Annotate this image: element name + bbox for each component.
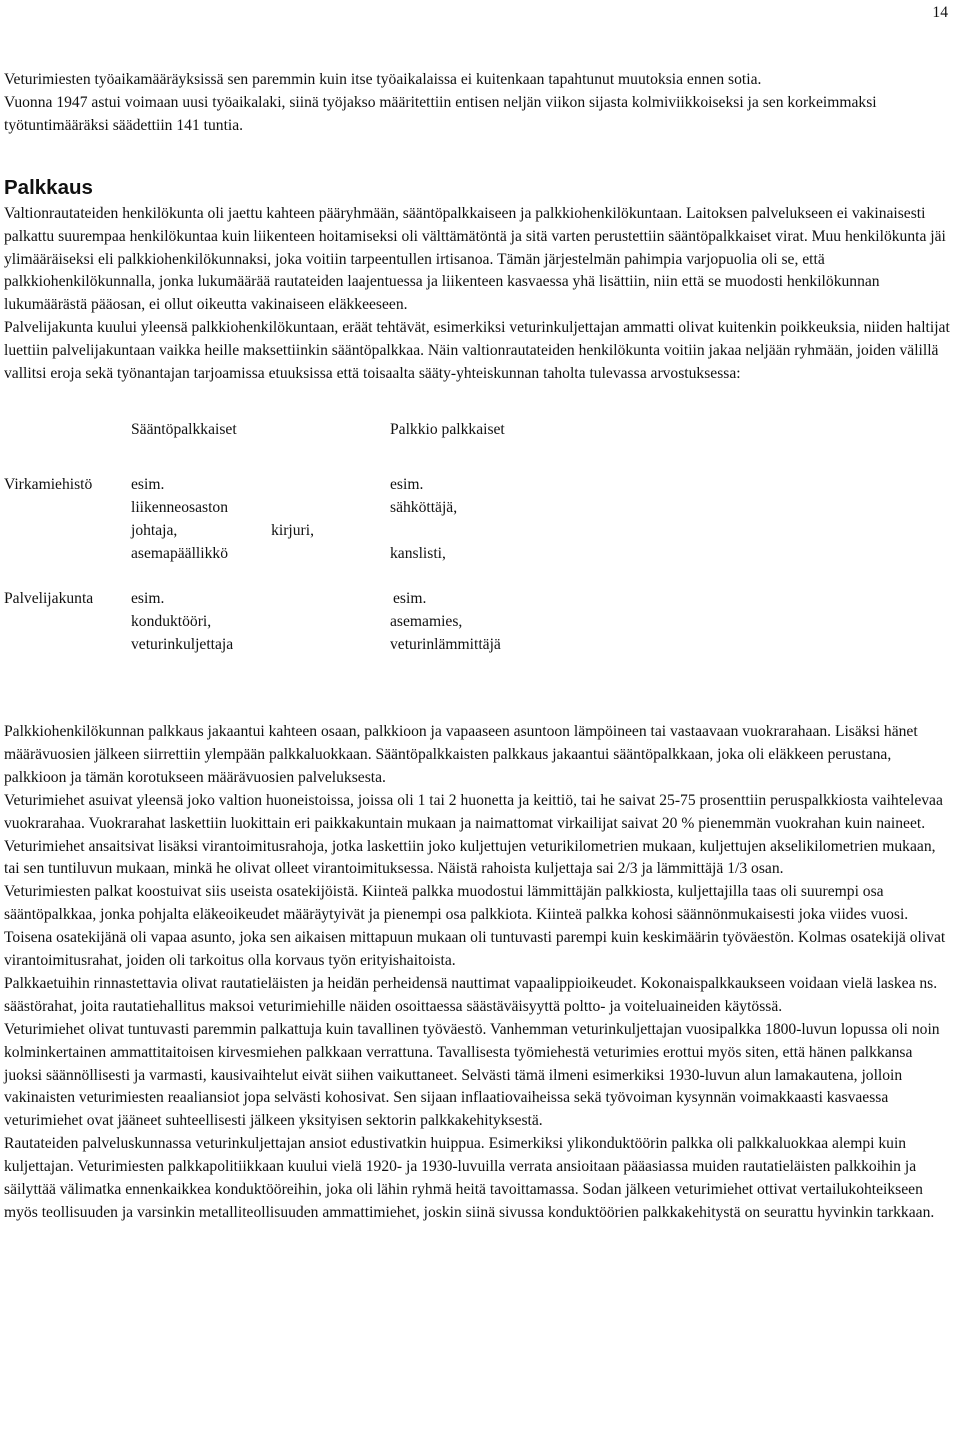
table-cell: liikenneosaston (131, 498, 229, 516)
body-paragraph: Palkkaetuihin rinnastettavia olivat rautatieläisten ja heidän perheidensä nauttimat vapaalippioikeudet. Kokonaispalkkaukseen voidaan vielä laskea ns. säästörahat, joita rautatiehallitus maksoi veturimiehille näiden osoittaessa säästäväisyyttä poltto- ja voiteluaineiden käytössä. (4, 974, 938, 1015)
column-header-palkkio: Palkkio palkkaiset (390, 420, 505, 438)
table-cell: kanslisti, (390, 544, 446, 562)
body-paragraph: Palkkiohenkilökunnan palkkaus jakaantui kahteen osaan, palkkioon ja vapaaseen asuntoon lämpöineen tai vastaavaan vuokrarahaan. Lisäksi hänet määrävuosien jälkeen siirrettiin ylempään palkkaluokkaan. Sääntöpalkkaisten palkkaus jakaantui sääntöpalkkaan, joka oli eläkkeen perustana, palkkioon ja tämän korotukseen määrävuosien palveluksesta. (4, 722, 918, 786)
row-label-virkamiehisto: Virkamiehistö (4, 475, 93, 493)
document-body (4, 69, 954, 1225)
table-cell: esim. (393, 589, 427, 607)
table-cell: veturinlämmittäjä (390, 635, 501, 653)
staff-table-header (4, 418, 954, 442)
table-cell-word: johtaja, (131, 521, 178, 539)
body-paragraph: Veturimiehet ansaitsivat lisäksi virantoimitusrahoja, jotka laskettiin joko kuljettujen veturikilometrien mukaan, kuljettujen akselikilometrien mukaan, tai sen tuntiluvun mukaan, minkä he olivat olleet virantoimituksessa. Näistä rahoista kuljettaja sai 2/3 ja lämmittäjä 1/3 osan. (4, 837, 936, 878)
column-header-saantopalkkaiset: Sääntöpalkkaiset (131, 420, 237, 438)
table-cell: veturinkuljettaja (131, 635, 234, 653)
table-cell: konduktööri, (131, 612, 212, 630)
table-cell: sähköttäjä, (390, 498, 458, 516)
body-paragraph: Rautateiden palveluskunnassa veturinkuljettajan ansiot edustivatkin huippua. Esimerkiksi ylikonduktöörin palkka oli palkkaluokkaa alempi kuin kuljettajan. Veturimiesten palkkapolitiikkaan kuului vielä 1920- ja 1930-luvuilla verrata ansioitaan pääasiassa muiden rautatieläisten palkkoihin ja säilyttää välimatka ennenkaikkea konduktööreihin, joka oli lähin ryhmä heitä tavoittamassa. Sodan jälkeen veturimiehet ottivat vertailukohteikseen myös teollisuuden ja varsinkin metalliteollisuuden ammattimiehet, joskin siinä sivussa konduktöörien palkkakehitystä on seurattu hyvinkin tarkkaan. (4, 1135, 935, 1221)
body-paragraph: Toisena osatekijänä oli vapaa asunto, joka sen aikaisen mittapuun mukaan oli tuntuvasti parempi kuin keskimäärin työväestön. Kolmas osatekijä olivat virantoimitusrahat, joiden oli tarkoitus olla korvaus työn erityishaitoista. (4, 929, 946, 970)
table-cell: asemapäällikkö (131, 544, 228, 562)
row-label-palvelijakunta: Palvelijakunta (4, 589, 94, 607)
body-paragraph: Veturimiehet olivat tuntuvasti paremmin palkattuja kuin tavallinen työväestö. Vanhemman veturinkuljettajan vuosipalkka 1800-luvun lopussa oli noin kolminkertainen ammattitaitoisen kirvesmiehen palkkaan verrattuna. Tavallisesta työmiehestä veturimies erottui myös siten, että hänen palkkansa juoksi säännöllisesti ja varmasti, kausivaihtelut eivät siihen vaikuttaneet. Selvästi tämä ilmeni esimerkiksi 1930-luvun alun lamakautena, jolloin vakinaisten veturimiesten reaaliansiot jopa selvästi kohosivat. Sen sijaan inflaatiovaiheissa sekä työvoiman kysynnän voimakkaasti kasvaessa veturimiehet ovat jääneet suhteellisesti jälkeen yksityisen sektorin palkkakehityksestä. (4, 1020, 940, 1130)
table-cell: esim. (131, 589, 165, 607)
body-paragraph: Veturimiehet asuivat yleensä joko valtion huoneistoissa, joissa oli 1 tai 2 huonetta ja keittiö, tai he saivat 25-75 prosenttiin peruspalkkiosta vaihtelevaa vuokrarahaa. Vuokrarahat laskettiin luokittain eri paikkakuntain mukaan ja naimattomat virkailijat saivat 20 % pienemmän vuokrahan kuin naineet. (4, 791, 943, 832)
body-paragraph: Valtionrautateiden henkilökunta oli jaettu kahteen pääryhmään, sääntöpalkkaiseen ja palkkiohenkilökuntaan. Laitoksen palvelukseen ei vakinaisesti palkattu suurempaa henkilökuntaa kuin liikenteen hoitamiseksi oli välttämätöntä ja sitä varten perustettiin sääntöpalkkaiset virat. Muu henkilökunta jäi ylimääräiseksi eli palkkiohenkilökunnaksi, joka voitiin tarpeentullen irtisanoa. Tämän järjestelmän pahimpia varjopuolia oli se, että palkkiohenkilökunnalla, jonka lukumäärää rautateiden laajentuessa ja liikenteen kasvaessa yhä lisättiin, niin että se muodosti henkilökunnan lukumäärästä pääosan, ei ollut oikeutta vakinaiseen eläkkeeseen. (4, 204, 946, 314)
table-cell-word: kirjuri, (271, 521, 314, 539)
section-title: Palkkaus (4, 175, 93, 199)
table-cell: esim. (390, 475, 424, 493)
staff-table (4, 474, 954, 689)
intro-paragraph: Veturimiesten työaikamääräyksissä sen paremmin kuin itse työaikalaissa ei kuitenkaan tapahtunut muutoksia ennen sotia. (4, 71, 762, 88)
intro-paragraph: Vuonna 1947 astui voimaan uusi työaikalaki, siinä työjakso määritettiin entisen neljän viikon sijasta kolmiviikkoiseksi ja sen korkeimmaksi työtuntimääräksi säädettiin 141 tuntia. (4, 93, 877, 134)
table-cell (131, 520, 314, 543)
page-number: 14 (932, 4, 948, 21)
table-cell: esim. (131, 475, 165, 493)
table-cell: asemamies, (390, 612, 463, 630)
body-paragraph: Veturimiesten palkat koostuivat siis useista osatekijöistä. Kiinteä palkka muodostui lämmittäjän palkkiosta, kuljettajilla taas oli suurempi osa sääntöpalkkaa, jonka pohjalta eläkeoikeudet määräytyivät ja pienempi osa palkkiota. Kiinteä palkka kohosi säännönmukaisesti joka viides vuosi. (4, 883, 909, 924)
body-paragraph: Palvelijakunta kuului yleensä palkkiohenkilökuntaan, eräät tehtävät, esimerkiksi veturinkuljettajan ammatti olivat kuitenkin poikkeuksia, niiden haltijat luettiin palvelijakuntaan vaikka heille maksettiinkin sääntöpalkkaa. Näin valtionrautateiden henkilökunta voitiin jakaa neljään ryhmään, joiden välillä vallitsi eroja sekä työnantajan tarjoamissa etuuksissa että toisaalta sääty-yhteiskunnan taholta tulevassa arvostuksessa: (4, 319, 950, 383)
